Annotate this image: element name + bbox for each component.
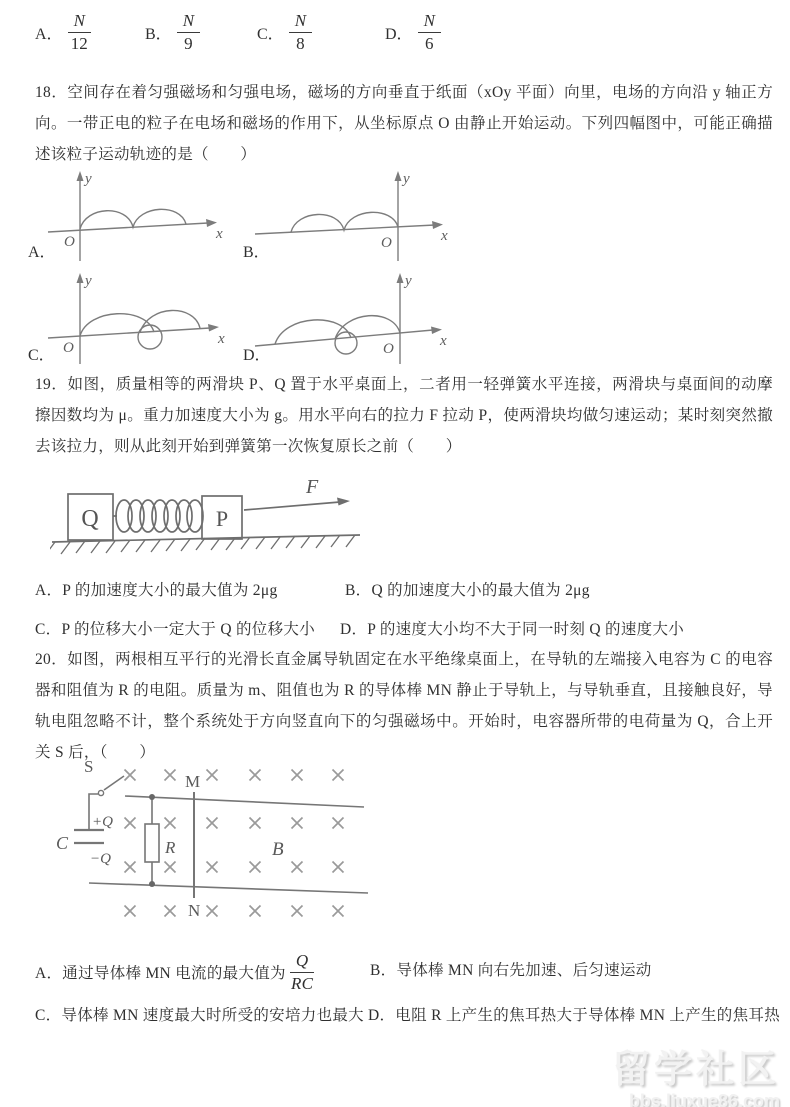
switch-s-label: S	[84, 757, 94, 776]
axis-x-label: x	[216, 226, 223, 242]
q20-option-c: C．导体棒 MN 速度最大时所受的安培力也最大	[35, 1007, 364, 1024]
bar-n-label: N	[188, 901, 201, 920]
trajectory-plot-d	[243, 266, 458, 369]
trajectory-plot-b	[243, 166, 458, 266]
trajectory-figure-d	[243, 266, 458, 369]
junction-dot-bottom	[149, 881, 155, 887]
q19-option-d: D．P 的速度大小均不大于同一时刻 Q 的速度大小	[340, 621, 685, 638]
origin-label: O	[63, 340, 74, 356]
option-b-fraction	[145, 12, 200, 53]
fraction-numerator: N	[289, 12, 312, 33]
axis-x-label: x	[441, 228, 448, 244]
rail-circuit-diagram	[42, 750, 442, 940]
origin-label: O	[383, 341, 394, 357]
field-b-label: B	[272, 839, 284, 860]
switch-contact	[98, 790, 103, 795]
watermark-url: bbs.liuxue86.com	[628, 1091, 780, 1107]
q20-options-row-1	[35, 944, 775, 994]
rail-circuit-figure	[42, 750, 442, 940]
trajectory-plot-c	[28, 266, 243, 369]
blocks-spring-figure	[50, 468, 390, 573]
axis-y-label: y	[403, 171, 410, 187]
force-arrowhead	[337, 498, 350, 506]
figure-label-c: C．	[28, 347, 55, 364]
force-f-label: F	[306, 476, 319, 498]
figure-label-d: D．	[243, 347, 271, 364]
option-label: B．	[145, 25, 172, 43]
origin-label: O	[64, 234, 75, 250]
option-label: D．	[385, 25, 413, 43]
axis-y-label: y	[85, 171, 92, 187]
question-18-text: 18．空间存在着匀强磁场和匀强电场，磁场的方向垂直于纸面（xOy 平面）向里，电场的方向沿 y 轴正方向。一带正电的粒子在电场和磁场的作用下，从坐标原点 O 由静止开始运动。下列四幅图中，可能正确描述该粒子运动轨迹的是（ ）	[35, 84, 773, 163]
watermark	[612, 1038, 780, 1107]
figure-label-b: B．	[243, 244, 270, 261]
question-20-text: 20．如图，两根相互平行的光滑长直金属导轨固定在水平绝缘桌面上，在导轨的左端接入电容为 C 的电容器和阻值为 R 的电阻。质量为 m、阻值也为 R 的导体棒 MN 静止于导轨上，与导轨垂直，且接触良好，导轨电阻忽略不计，整个系统处于方向竖直向下的匀强磁场中。开始时，电容器所带的电荷量为 Q，合上开关 S 后，（ ）	[35, 651, 773, 761]
fraction-denominator: RC	[290, 973, 314, 993]
option-a-fraction	[35, 12, 91, 53]
axis-x-label: x	[440, 333, 447, 349]
blocks-spring-diagram	[50, 468, 390, 573]
fraction	[68, 12, 91, 53]
field-into-page-icons	[125, 770, 344, 917]
fraction-numerator: N	[418, 12, 441, 33]
charge-plus-q-label: +Q	[92, 814, 113, 830]
trajectory-figure-b	[243, 166, 458, 266]
q19-option-c: C．P 的位移大小一定大于 Q 的位移大小	[35, 621, 316, 638]
q20-option-b: B．导体棒 MN 向右先加速、后匀速运动	[370, 962, 652, 979]
bar-m-label: M	[185, 772, 201, 791]
fraction-numerator: N	[177, 12, 200, 33]
prev-question-options	[35, 12, 755, 68]
resistor-symbol	[145, 824, 159, 862]
fraction	[290, 952, 315, 993]
fraction-numerator: N	[68, 12, 91, 33]
junction-dot-top	[149, 794, 155, 800]
q19-option-b: B．Q 的加速度大小的最大值为 2μg	[345, 582, 590, 599]
trajectory-plot-a	[28, 166, 243, 266]
figure-label-a: A．	[28, 244, 56, 261]
resistor-r-label: R	[165, 838, 176, 857]
option-label: A．	[35, 25, 63, 43]
top-rail	[125, 796, 364, 807]
option-d-fraction	[385, 12, 441, 53]
axis-y-label: y	[405, 273, 412, 289]
question-19-text: 19．如图，质量相等的两滑块 P、Q 置于水平桌面上，二者用一轻弹簧水平连接，两滑块与桌面间的动摩擦因数均为 μ。重力加速度大小为 g。用水平向右的拉力 F 拉动 P，使两滑块均做匀速运动；某时刻突然撤去该拉力，则从此刻开始到弹簧第一次恢复原长之前（ ）	[35, 376, 773, 455]
q20-option-a	[35, 952, 314, 993]
q19-option-a: A．P 的加速度大小的最大值为 2μg	[35, 582, 278, 599]
option-label: C．	[257, 25, 284, 43]
capacitor-c-label: C	[56, 833, 69, 853]
switch-blade	[104, 776, 124, 790]
option-c-fraction	[257, 12, 312, 53]
fraction-denominator: 8	[296, 33, 305, 53]
fraction-denominator: 12	[70, 33, 88, 53]
q20-option-a-text: A．通过导体棒 MN 电流的最大值为	[35, 965, 286, 983]
block-q-label: Q	[81, 506, 99, 532]
fraction-numerator: Q	[290, 952, 315, 973]
fraction	[289, 12, 312, 53]
axis-y-label: y	[85, 273, 92, 289]
fraction	[177, 12, 200, 53]
fraction	[418, 12, 441, 53]
charge-minus-q-label: −Q	[90, 851, 111, 867]
origin-label: O	[381, 235, 392, 251]
fraction-denominator: 6	[424, 33, 434, 53]
trajectory-figure-c	[28, 266, 243, 369]
watermark-title: 留学社区	[611, 1049, 780, 1091]
q20-option-d: D．电阻 R 上产生的焦耳热大于导体棒 MN 上产生的焦耳热	[368, 1007, 781, 1024]
axis-x-label: x	[218, 331, 225, 347]
block-p-label: P	[215, 506, 229, 531]
fraction-denominator: 9	[184, 33, 193, 53]
trajectory-figure-a	[28, 166, 243, 266]
bottom-rail	[89, 883, 368, 893]
